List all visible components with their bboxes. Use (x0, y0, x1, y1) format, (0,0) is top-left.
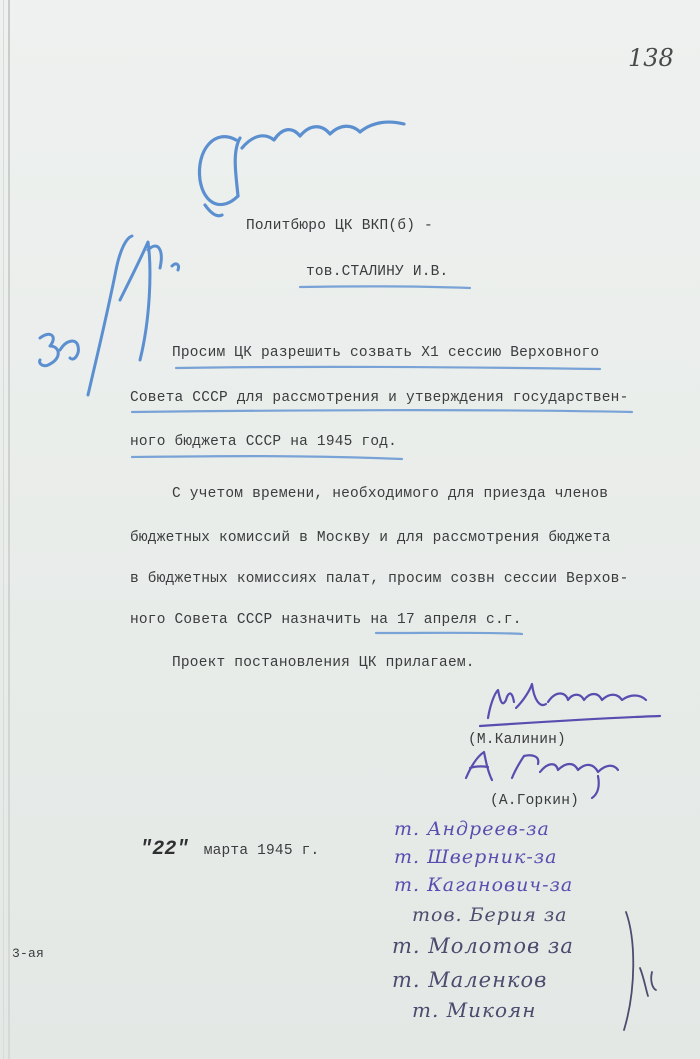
binding-edge (3, 0, 4, 1059)
vote-molotov: т. Молотов за (392, 934, 574, 958)
signature-gorkin-mark (466, 752, 618, 798)
body-para3: Проект постановления ЦК прилагаем. (172, 655, 475, 671)
document-date (140, 838, 319, 861)
signature-kalinin-mark (480, 684, 660, 726)
vote-mikoyan: т. Микоян (412, 998, 537, 1022)
underline-para2-line4 (376, 633, 522, 634)
signatory-name-kalinin: (М.Калинин) (468, 732, 566, 748)
vote-kaganovich: т. Каганович-за (394, 874, 574, 896)
vote-tick-mark (640, 968, 656, 996)
body-para2-line4: ного Совета СССР назначить на 17 апреля с.г. (130, 612, 522, 628)
underline-addressee (300, 286, 470, 288)
body-para2-line3: в бюджетных комиссиях палат, просим созвн сессии Верхов- (130, 571, 629, 587)
body-para1-line3: ного бюджета СССР на 1945 год. (130, 434, 398, 450)
vote-beria: тов. Берия за (412, 904, 568, 926)
margin-resolution-mark (40, 236, 179, 395)
signatory-name-gorkin: (А.Горкин) (490, 793, 580, 809)
addressee-line-2: тов.СТАЛИНУ И.В. (306, 264, 449, 280)
vote-andreev: т. Андреев-за (394, 818, 550, 840)
body-para2-line1: С учетом времени, необходимого для приезда членов (172, 486, 609, 502)
resolution-scrawl-mark (199, 122, 404, 216)
body-para1-line1: Просим ЦК разрешить созвать Х1 сессию Верховного (172, 345, 600, 361)
underline-para1-line1 (176, 367, 600, 369)
addressee-line-1: Политбюро ЦК ВКП(б) - (246, 218, 433, 234)
bracket-mark (624, 912, 633, 1030)
vote-shvernik: т. Шверник-за (394, 846, 558, 868)
binding-line (8, 0, 10, 1059)
underline-para1-line3 (132, 456, 402, 459)
margin-note: 3-ая (12, 946, 45, 961)
folio-number: 138 (628, 44, 674, 72)
vote-malenkov: т. Маленков (392, 968, 548, 992)
underline-para1-line2 (132, 410, 632, 412)
body-para1-line2: Совета СССР для рассмотрения и утверждения государствен- (130, 390, 629, 406)
date-day: "22" (140, 838, 189, 861)
date-month-year: марта 1945 г. (203, 843, 320, 859)
body-para2-line2: бюджетных комиссий в Москву и для рассмотрения бюджета (130, 530, 611, 546)
